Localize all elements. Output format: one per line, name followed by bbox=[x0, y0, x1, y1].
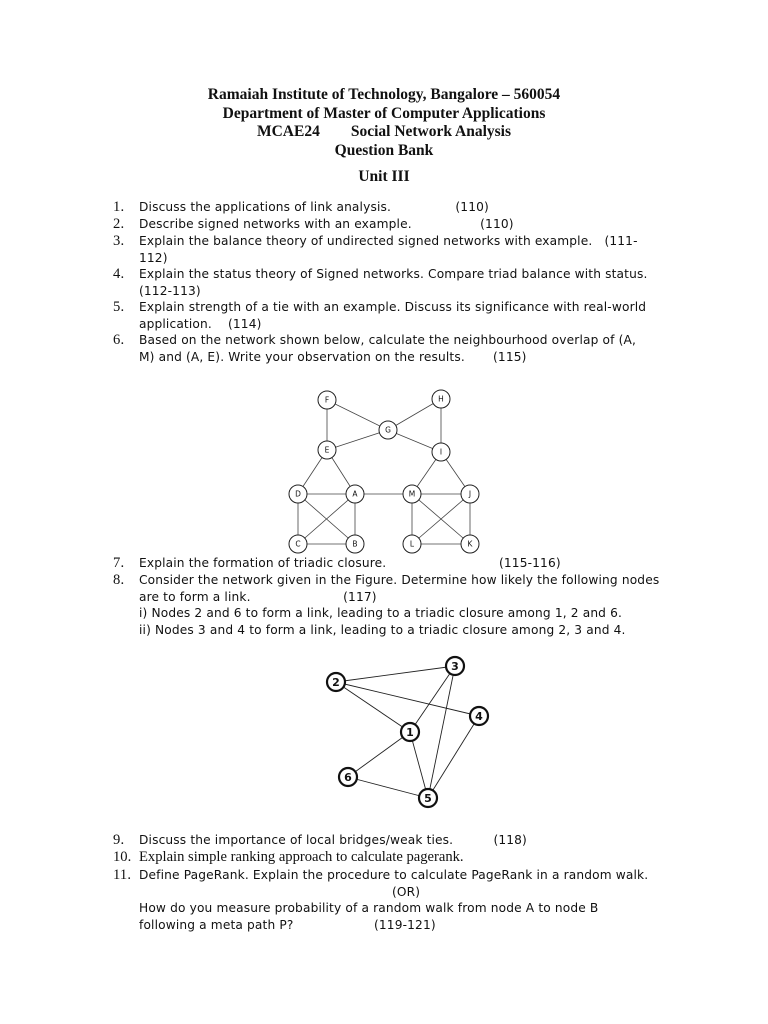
question-text: Explain the formation of triadic closure. (115-116) bbox=[139, 556, 561, 570]
question-text: Discuss the importance of local bridges/weak ties. (118) bbox=[139, 833, 527, 847]
graph-node-label: A bbox=[352, 489, 358, 499]
question-number: 2. bbox=[113, 216, 125, 232]
question-11-alternative-cont: following a meta path P? (119-121) bbox=[139, 918, 436, 932]
question-2 bbox=[113, 216, 683, 233]
graph-node-label: E bbox=[324, 445, 330, 455]
question-number: 5. bbox=[113, 299, 125, 315]
graph-node-label: C bbox=[295, 539, 301, 549]
course-name: Social Network Analysis bbox=[350, 123, 512, 140]
graph-node-label: H bbox=[438, 394, 444, 404]
question-11 bbox=[113, 867, 683, 884]
question-number: 3. bbox=[113, 233, 125, 249]
question-7 bbox=[113, 555, 683, 572]
network-figure-1 bbox=[280, 385, 500, 555]
question-text: Discuss the applications of link analysis. (110) bbox=[139, 200, 489, 214]
graph-node-label: 5 bbox=[424, 791, 432, 805]
graph-node-label: B bbox=[352, 539, 358, 549]
question-number: 1. bbox=[113, 199, 125, 215]
department-name: Department of Master of Computer Applications bbox=[222, 104, 546, 122]
or-separator: (OR) bbox=[392, 885, 421, 899]
graph-node-label: F bbox=[324, 395, 330, 405]
course-line bbox=[0, 123, 768, 142]
question-text: Explain simple ranking approach to calculate pagerank. bbox=[139, 849, 464, 865]
question-6 bbox=[113, 332, 683, 365]
question-5 bbox=[113, 299, 683, 332]
question-text: Based on the network shown below, calculate the neighbourhood overlap of (A, bbox=[139, 333, 636, 347]
question-11-alternative: How do you measure probability of a random walk from node A to node B bbox=[139, 901, 599, 915]
question-number: 8. bbox=[113, 572, 125, 588]
question-text: are to form a link. (117) bbox=[139, 589, 377, 604]
graph-node-label: L bbox=[409, 539, 415, 549]
question-3 bbox=[113, 233, 683, 266]
graph-node-label: I bbox=[439, 447, 443, 457]
question-9 bbox=[113, 832, 683, 849]
question-text: Define PageRank. Explain the procedure to calculate PageRank in a random walk. bbox=[139, 868, 649, 882]
question-4 bbox=[113, 266, 683, 299]
question-text: 112) bbox=[139, 250, 168, 265]
question-number: 7. bbox=[113, 555, 125, 571]
question-text: Explain the status theory of Signed networks. Compare triad balance with status. bbox=[139, 267, 648, 281]
question-text: ii) Nodes 3 and 4 to form a link, leading to a triadic closure among 2, 3 and 4. bbox=[139, 622, 626, 637]
document-header bbox=[0, 86, 768, 160]
graph-node-label: 2 bbox=[332, 675, 340, 689]
question-number: 6. bbox=[113, 332, 125, 348]
course-code: MCAE24 bbox=[256, 123, 320, 140]
question-text: Explain strength of a tie with an example. Discuss its significance with real-world bbox=[139, 300, 647, 314]
network-figure-2 bbox=[320, 650, 500, 815]
question-8 bbox=[113, 572, 683, 638]
graph-node-label: G bbox=[385, 425, 391, 435]
question-text: (112-113) bbox=[139, 283, 201, 298]
graph-node-label: 4 bbox=[475, 709, 483, 723]
graph-node-label: 3 bbox=[451, 659, 459, 673]
graph-node-label: D bbox=[295, 489, 301, 499]
question-10 bbox=[113, 849, 683, 866]
question-text: Describe signed networks with an example. (110) bbox=[139, 217, 514, 231]
question-number: 10. bbox=[113, 849, 132, 865]
question-text: M) and (A, E). Write your observation on the results. (115) bbox=[139, 349, 527, 364]
institute-name: Ramaiah Institute of Technology, Bangalore – 560054 bbox=[207, 86, 561, 103]
document-type: Question Bank bbox=[334, 141, 434, 159]
question-number: 4. bbox=[113, 266, 125, 282]
question-text: Explain the balance theory of undirected signed networks with example. (111- bbox=[139, 234, 638, 248]
question-number: 11. bbox=[113, 867, 132, 883]
question-number: 9. bbox=[113, 832, 125, 848]
question-text: application. (114) bbox=[139, 316, 262, 331]
question-text: i) Nodes 2 and 6 to form a link, leading to a triadic closure among 1, 2 and 6. bbox=[139, 606, 623, 620]
question-text: Consider the network given in the Figure. Determine how likely the following nodes bbox=[139, 573, 660, 587]
graph-node-label: J bbox=[468, 489, 472, 499]
graph-node-label: K bbox=[467, 539, 473, 549]
question-1 bbox=[113, 199, 683, 216]
graph-node-label: 1 bbox=[406, 725, 414, 739]
graph-node-label: M bbox=[408, 489, 416, 499]
graph-node-label: 6 bbox=[344, 770, 352, 784]
unit-title: Unit III bbox=[358, 168, 410, 185]
